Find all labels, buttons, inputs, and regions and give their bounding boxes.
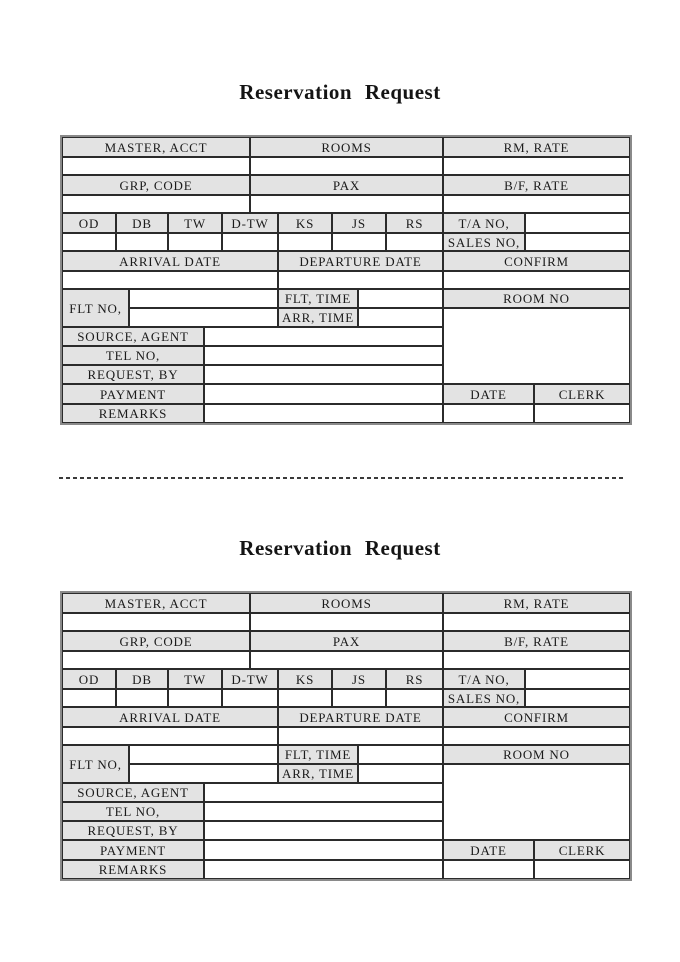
reservation-table bbox=[60, 135, 632, 425]
ta-no-label: T/A NO, bbox=[443, 669, 525, 689]
departure-date-label: DEPARTURE DATE bbox=[278, 707, 443, 727]
rs-field[interactable] bbox=[386, 689, 443, 707]
flt-no-label: FLT NO, bbox=[62, 289, 129, 327]
form-copy-2 bbox=[0, 456, 680, 912]
grp-code-field[interactable] bbox=[62, 195, 250, 213]
grp-code-label: GRP, CODE bbox=[62, 175, 250, 195]
pax-label: PAX bbox=[250, 175, 443, 195]
rs-label: RS bbox=[386, 213, 443, 233]
confirm-field[interactable] bbox=[443, 271, 630, 289]
tw-label: TW bbox=[168, 669, 222, 689]
tel-no-field[interactable] bbox=[204, 346, 443, 365]
od-label: OD bbox=[62, 669, 116, 689]
room-no-field[interactable] bbox=[443, 764, 630, 840]
payment-field[interactable] bbox=[204, 840, 443, 860]
departure-date-field[interactable] bbox=[278, 271, 443, 289]
confirm-label: CONFIRM bbox=[443, 251, 630, 271]
flt-time-field[interactable] bbox=[358, 289, 443, 308]
d-tw-label: D-TW bbox=[222, 213, 278, 233]
master-acct-label: MASTER, ACCT bbox=[62, 137, 250, 157]
rm-rate-label: RM, RATE bbox=[443, 593, 630, 613]
master-acct-label: MASTER, ACCT bbox=[62, 593, 250, 613]
tel-no-label: TEL NO, bbox=[62, 346, 204, 365]
arr-time-label: ARR, TIME bbox=[278, 764, 358, 783]
room-no-field[interactable] bbox=[443, 308, 630, 384]
sales-no-field[interactable] bbox=[525, 689, 630, 707]
ks-field[interactable] bbox=[278, 233, 332, 251]
arr-time-field[interactable] bbox=[358, 764, 443, 783]
grp-code-label: GRP, CODE bbox=[62, 631, 250, 651]
d-tw-label: D-TW bbox=[222, 669, 278, 689]
payment-field[interactable] bbox=[204, 384, 443, 404]
request-by-label: REQUEST, BY bbox=[62, 821, 204, 840]
sales-no-label: SALES NO, bbox=[443, 233, 525, 251]
request-by-label: REQUEST, BY bbox=[62, 365, 204, 384]
tw-field[interactable] bbox=[168, 689, 222, 707]
remarks-label: REMARKS bbox=[62, 404, 204, 423]
od-field[interactable] bbox=[62, 233, 116, 251]
confirm-label: CONFIRM bbox=[443, 707, 630, 727]
rm-rate-field[interactable] bbox=[443, 157, 630, 175]
master-acct-field[interactable] bbox=[62, 613, 250, 631]
clerk-label: CLERK bbox=[534, 384, 630, 404]
ks-label: KS bbox=[278, 669, 332, 689]
ta-no-field[interactable] bbox=[525, 213, 630, 233]
request-by-field[interactable] bbox=[204, 365, 443, 384]
room-no-label: ROOM NO bbox=[443, 289, 630, 308]
clerk-field[interactable] bbox=[534, 404, 630, 423]
payment-label: PAYMENT bbox=[62, 840, 204, 860]
ta-no-label: T/A NO, bbox=[443, 213, 525, 233]
confirm-field[interactable] bbox=[443, 727, 630, 745]
arr-time-label: ARR, TIME bbox=[278, 308, 358, 327]
departure-date-label: DEPARTURE DATE bbox=[278, 251, 443, 271]
sales-no-label: SALES NO, bbox=[443, 689, 525, 707]
room-no-label: ROOM NO bbox=[443, 745, 630, 764]
tel-no-field[interactable] bbox=[204, 802, 443, 821]
source-agent-field[interactable] bbox=[204, 783, 443, 802]
ta-no-field[interactable] bbox=[525, 669, 630, 689]
rooms-field[interactable] bbox=[250, 157, 443, 175]
rooms-label: ROOMS bbox=[250, 137, 443, 157]
remarks-field[interactable] bbox=[204, 860, 443, 879]
source-agent-label: SOURCE, AGENT bbox=[62, 327, 204, 346]
d-tw-field[interactable] bbox=[222, 689, 278, 707]
arrival-date-label: ARRIVAL DATE bbox=[62, 707, 278, 727]
flt-no-field-2[interactable] bbox=[129, 764, 278, 783]
clerk-field[interactable] bbox=[534, 860, 630, 879]
payment-label: PAYMENT bbox=[62, 384, 204, 404]
reservation-request-form bbox=[0, 456, 680, 912]
form-title: Reservation Request bbox=[239, 536, 441, 560]
departure-date-field[interactable] bbox=[278, 727, 443, 745]
request-by-field[interactable] bbox=[204, 821, 443, 840]
od-label: OD bbox=[62, 213, 116, 233]
tw-label: TW bbox=[168, 213, 222, 233]
reservation-request-form bbox=[0, 0, 680, 456]
js-label: JS bbox=[332, 213, 386, 233]
arrival-date-field[interactable] bbox=[62, 271, 278, 289]
rooms-field[interactable] bbox=[250, 613, 443, 631]
arrival-date-label: ARRIVAL DATE bbox=[62, 251, 278, 271]
grp-code-field[interactable] bbox=[62, 651, 250, 669]
rs-label: RS bbox=[386, 669, 443, 689]
js-label: JS bbox=[332, 669, 386, 689]
remarks-field[interactable] bbox=[204, 404, 443, 423]
pax-label: PAX bbox=[250, 631, 443, 651]
ks-label: KS bbox=[278, 213, 332, 233]
remarks-label: REMARKS bbox=[62, 860, 204, 879]
rm-rate-field[interactable] bbox=[443, 613, 630, 631]
d-tw-field[interactable] bbox=[222, 233, 278, 251]
form-title: Reservation Request bbox=[239, 80, 441, 104]
flt-no-field-1[interactable] bbox=[129, 745, 278, 764]
master-acct-field[interactable] bbox=[62, 157, 250, 175]
flt-time-label: FLT, TIME bbox=[278, 289, 358, 308]
sales-no-field[interactable] bbox=[525, 233, 630, 251]
js-field[interactable] bbox=[332, 689, 386, 707]
db-field[interactable] bbox=[116, 689, 168, 707]
clerk-label: CLERK bbox=[534, 840, 630, 860]
bf-rate-label: B/F, RATE bbox=[443, 175, 630, 195]
arrival-date-field[interactable] bbox=[62, 727, 278, 745]
date-field[interactable] bbox=[443, 860, 534, 879]
bf-rate-label: B/F, RATE bbox=[443, 631, 630, 651]
ks-field[interactable] bbox=[278, 689, 332, 707]
flt-time-field[interactable] bbox=[358, 745, 443, 764]
tw-field[interactable] bbox=[168, 233, 222, 251]
flt-time-label: FLT, TIME bbox=[278, 745, 358, 764]
date-label: DATE bbox=[443, 840, 534, 860]
db-field[interactable] bbox=[116, 233, 168, 251]
db-label: DB bbox=[116, 669, 168, 689]
pax-field[interactable] bbox=[250, 651, 443, 669]
rs-field[interactable] bbox=[386, 233, 443, 251]
reservation-table bbox=[60, 591, 632, 881]
flt-no-field-2[interactable] bbox=[129, 308, 278, 327]
date-label: DATE bbox=[443, 384, 534, 404]
bf-rate-field[interactable] bbox=[443, 195, 630, 213]
flt-no-field-1[interactable] bbox=[129, 289, 278, 308]
date-field[interactable] bbox=[443, 404, 534, 423]
rooms-label: ROOMS bbox=[250, 593, 443, 613]
js-field[interactable] bbox=[332, 233, 386, 251]
arr-time-field[interactable] bbox=[358, 308, 443, 327]
rm-rate-label: RM, RATE bbox=[443, 137, 630, 157]
pax-field[interactable] bbox=[250, 195, 443, 213]
bf-rate-field[interactable] bbox=[443, 651, 630, 669]
od-field[interactable] bbox=[62, 689, 116, 707]
source-agent-field[interactable] bbox=[204, 327, 443, 346]
flt-no-label: FLT NO, bbox=[62, 745, 129, 783]
form-copy-1 bbox=[0, 0, 680, 456]
tel-no-label: TEL NO, bbox=[62, 802, 204, 821]
source-agent-label: SOURCE, AGENT bbox=[62, 783, 204, 802]
db-label: DB bbox=[116, 213, 168, 233]
